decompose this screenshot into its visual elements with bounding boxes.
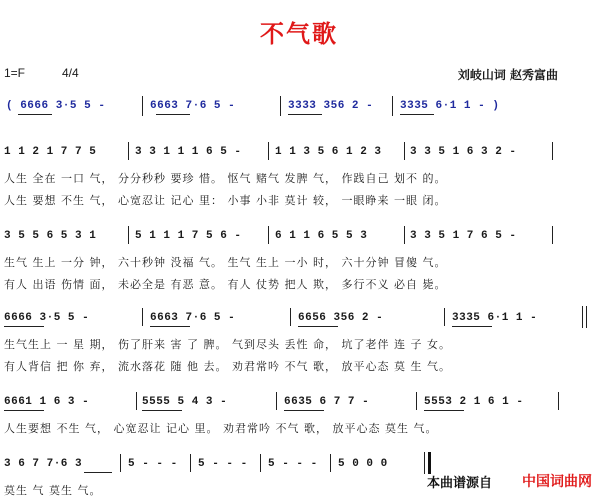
beam-line: [298, 326, 338, 327]
beam-line: [4, 326, 44, 327]
barline: [444, 308, 445, 326]
row2-measure-3: 6 1 1 6 5 5 3: [275, 230, 368, 242]
row1-measure-1: 1 1 2 1 7 7 5: [4, 146, 97, 158]
row3-lyrics-verse1: 生气生上 一 星 期， 伤了肝来 害 了 脾。 气到尽头 丢性 命， 坑了老伴 连 子 女。: [4, 338, 451, 351]
barline: [416, 392, 417, 410]
row4-measure-3: 6635 6 7 7 -: [284, 396, 370, 408]
beam-line: [4, 410, 44, 411]
final-barline-thin: [424, 452, 425, 474]
barline: [190, 454, 191, 472]
barline: [582, 306, 583, 328]
barline: [404, 142, 405, 160]
barline: [142, 96, 143, 116]
row5-measure-5: 5 0 0 0: [338, 458, 388, 470]
barline: [128, 226, 129, 244]
intro-measure-3: 3333 356 2 -: [288, 100, 374, 112]
beam-line: [150, 326, 190, 327]
row2-measure-4: 3 3 5 1 7 6 5 -: [410, 230, 517, 242]
row3-measure-2: 6663 7·6 5 -: [150, 312, 236, 324]
row3-measure-1: 6666 3·5 5 -: [4, 312, 90, 324]
beam-line: [424, 410, 464, 411]
barline: [128, 142, 129, 160]
row5-measure-1: 3 6 7 7·6 3: [4, 458, 83, 470]
row1-measure-4: 3 3 5 1 6 3 2 -: [410, 146, 517, 158]
barline: [404, 226, 405, 244]
row3-measure-3: 6656 356 2 -: [298, 312, 384, 324]
row2-lyrics-verse2: 有人 出语 伤情 面， 未必全是 有恶 意。 有人 仗势 把人 欺， 多行不义 必自 毙。: [4, 278, 447, 291]
beam-line: [84, 472, 112, 473]
row1-lyrics-verse1: 人生 全在 一口 气， 分分秒秒 要珍 惜。 怄气 赌气 发脾 气， 作践自己 划不 的。: [4, 172, 447, 185]
beam-line: [288, 114, 322, 115]
row1-measure-3: 1 1 3 5 6 1 2 3: [275, 146, 382, 158]
page-title: 不气歌: [260, 19, 338, 48]
barline: [276, 392, 277, 410]
row1-measure-2: 3 3 1 1 1 6 5 -: [135, 146, 242, 158]
row1-lyrics-verse2: 人生 要想 不生 气， 心宽忍让 记心 里： 小事 小非 莫计 较， 一眼睁来 一眼 闭。: [4, 194, 447, 207]
row3-lyrics-verse2: 有人背信 把 你 弃， 流水落花 随 他 去。 劝君常吟 不气 歌， 放平心态 莫 生 气。: [4, 360, 451, 373]
row5-measure-4: 5 - - -: [268, 458, 318, 470]
barline: [552, 226, 553, 244]
barline: [552, 142, 553, 160]
row2-measure-2: 5 1 1 1 7 5 6 -: [135, 230, 242, 242]
barline: [586, 306, 587, 328]
row4-measure-1: 6661 1 6 3 -: [4, 396, 90, 408]
row3-measure-4: 3335 6·1 1 -: [452, 312, 538, 324]
row4-measure-4: 5553 2 1 6 1 -: [424, 396, 524, 408]
barline: [268, 142, 269, 160]
barline: [558, 392, 559, 410]
row4-measure-2: 5555 5 4 3 -: [142, 396, 228, 408]
row4-lyrics-verse1: 人生要想 不生 气， 心宽忍让 记心 里。 劝君常吟 不气 歌， 放平心态 莫生 气。: [4, 422, 438, 435]
barline: [136, 392, 137, 410]
barline: [392, 96, 393, 116]
beam-line: [18, 114, 52, 115]
beam-line: [400, 114, 434, 115]
row2-lyrics-verse1: 生气 生上 一分 钟， 六十秒钟 没福 气。 生气 生上 一小 时， 六十分钟 冒傻 气。: [4, 256, 447, 269]
beam-line: [142, 410, 182, 411]
time-signature: 4/4: [62, 66, 79, 80]
barline: [260, 454, 261, 472]
key-signature: 1=F: [4, 66, 26, 80]
row5-lyrics: 莫生 气 莫生 气。: [4, 484, 102, 497]
beam-line: [452, 326, 492, 327]
intro-measure-2: 6663 7·6 5 -: [150, 100, 236, 112]
intro-measure-1: ( 6666 3·5 5 -: [6, 100, 106, 112]
row2-measure-1: 3 5 5 6 5 3 1: [4, 230, 97, 242]
row5-measure-2: 5 - - -: [128, 458, 178, 470]
barline: [120, 454, 121, 472]
row5-measure-3: 5 - - -: [198, 458, 248, 470]
barline: [142, 308, 143, 326]
beam-line: [156, 114, 190, 115]
watermark-source-text: 本曲谱源自: [426, 476, 492, 491]
final-barline-thick: [428, 452, 431, 474]
barline: [268, 226, 269, 244]
intro-measure-4: 3335 6·1 1 - ): [400, 100, 500, 112]
composer-credits: 刘岐山词 赵秀富曲: [457, 68, 558, 82]
watermark-site-name: 中国词曲网: [522, 474, 592, 490]
barline: [280, 96, 281, 116]
beam-line: [284, 410, 324, 411]
barline: [330, 454, 331, 472]
barline: [290, 308, 291, 326]
